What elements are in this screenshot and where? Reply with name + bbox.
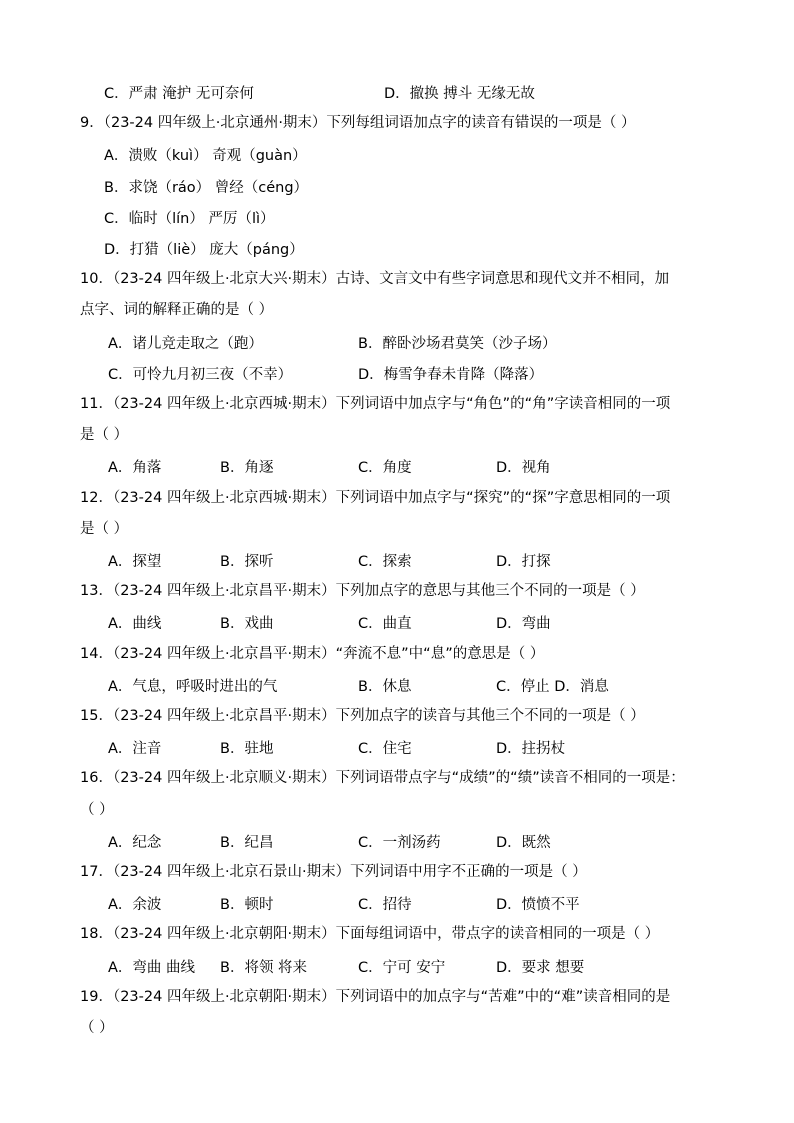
answer-option: D．梅雪争春未肯降（降落） [358,367,544,383]
question-stem: 点字、词的解释正确的是（ ） [80,302,274,318]
answer-option: C．临时（lín） 严厉（lì） [104,211,275,227]
question-stem: （ ） [80,802,114,818]
answer-option: D．撤换 搏斗 无缘无故 [384,86,535,102]
question-stem: 14．（23-24 四年级上·北京昌平·期末）“奔流不息”中“息”的意思是（ ） [80,646,545,662]
question-stem: 是（ ） [80,521,129,537]
answer-option: C．一剂汤药 [358,835,441,851]
answer-option: C．曲直 [358,616,412,632]
question-stem: 18．（23-24 四年级上·北京朝阳·期末）下面每组词语中，带点字的读音相同的一项是（ ） [80,926,660,942]
answer-option: A．溃败（kuì） 奇观（guàn） [104,148,307,164]
answer-option: D．打探 [496,554,551,570]
question-stem: 9．（23-24 四年级上·北京通州·期末）下列每组词语加点字的读音有错误的一项是（ ） [80,115,636,131]
answer-option: A．诸儿竞走取之（跑） [108,336,263,352]
answer-option: A．探望 [108,554,162,570]
answer-option: C．角度 [358,460,412,476]
answer-option: C．招待 [358,897,412,913]
answer-option: C．探索 [358,554,412,570]
answer-option: A．角落 [108,460,162,476]
answer-option: C．严肃 淹护 无可奈何 [104,86,254,102]
answer-option: D．打猎（liè） 庞大（páng） [104,242,304,258]
answer-option: B．角逐 [220,460,274,476]
answer-option: B．探听 [220,554,274,570]
answer-option: B．顿时 [220,897,274,913]
question-stem: 19．（23-24 四年级上·北京朝阳·期末）下列词语中的加点字与“苦难”中的“难”读音相同的是 [80,989,671,1005]
question-stem: 16．（23-24 四年级上·北京顺义·期末）下列词语带点字与“成绩”的“绩”读音不相同的一项是： [80,770,685,786]
question-stem: （ ） [80,1020,114,1036]
answer-option: C．宁可 安宁 [358,960,446,976]
answer-option: B．醉卧沙场君莫笑（沙子场） [358,336,557,352]
question-stem: 是（ ） [80,427,129,443]
answer-option: A．曲线 [108,616,162,632]
answer-option: A．余波 [108,897,162,913]
answer-option: B．纪昌 [220,835,274,851]
answer-option: C．停止 D．消息 [496,679,609,695]
question-stem: 15．（23-24 四年级上·北京昌平·期末）下列加点字的读音与其他三个不同的一项是（ ） [80,708,645,724]
answer-option: B．求饶（ráo） 曾经（céng） [104,180,309,196]
answer-option: C．可怜九月初三夜（不幸） [108,367,293,383]
question-stem: 12．（23-24 四年级上·北京西城·期末）下列词语中加点字与“探究”的“探”字意思相同的一项 [80,490,671,506]
answer-option: A．气息，呼吸时进出的气 [108,679,278,695]
answer-option: A．纪念 [108,835,162,851]
question-stem: 10．（23-24 四年级上·北京大兴·期末）古诗、文言文中有些字词意思和现代文并不相同，加 [80,271,670,287]
answer-option: A．弯曲 曲线 [108,960,196,976]
answer-option: D．弯曲 [496,616,551,632]
answer-option: B．将领 将来 [220,960,308,976]
answer-option: B．驻地 [220,741,274,757]
answer-option: A．注音 [108,741,162,757]
question-stem: 17．（23-24 四年级上·北京石景山·期末）下列词语中用字不正确的一项是（ ） [80,864,587,880]
answer-option: C．住宅 [358,741,412,757]
question-stem: 11．（23-24 四年级上·北京西城·期末）下列词语中加点字与“角色”的“角”字读音相同的一项 [80,396,671,412]
answer-option: D．要求 想要 [496,960,585,976]
answer-option: D．视角 [496,460,551,476]
answer-option: D．既然 [496,835,551,851]
answer-option: D．愤愤不平 [496,897,580,913]
question-stem: 13．（23-24 四年级上·北京昌平·期末）下列加点字的意思与其他三个不同的一项是（ ） [80,583,645,599]
answer-option: D．拄拐杖 [496,741,566,757]
answer-option: B．休息 [358,679,412,695]
answer-option: B．戏曲 [220,616,274,632]
